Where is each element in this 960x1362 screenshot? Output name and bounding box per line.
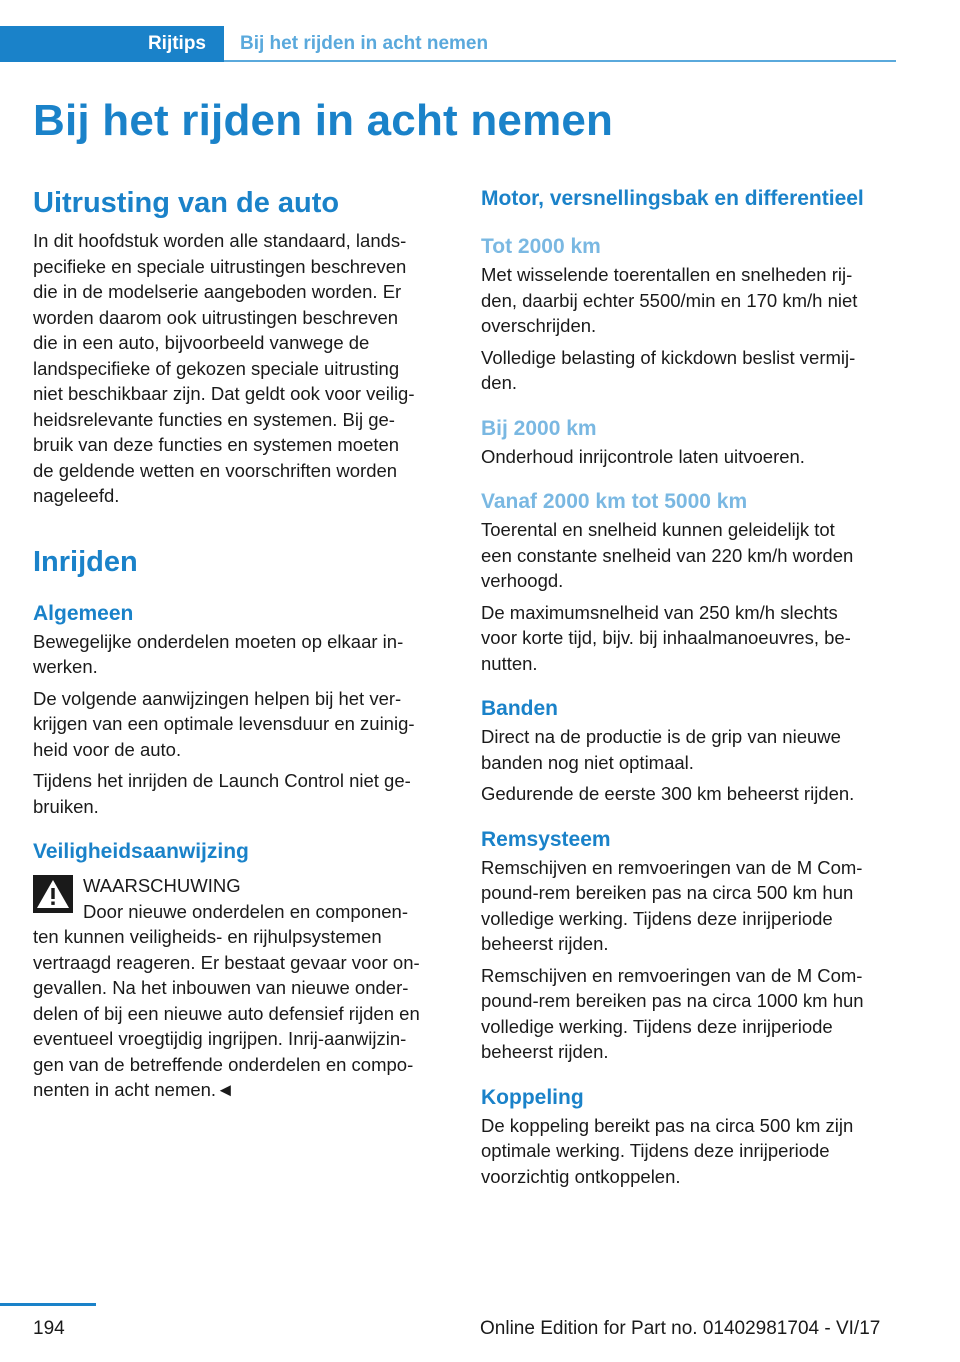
heading-vanaf-2000: Vanaf 2000 km tot 5000 km [481,490,748,513]
paragraph-banden-1: Direct na de productie is de grip van nieuwe banden nog niet optimaal. [481,726,841,773]
footer-divider [0,1303,96,1306]
left-column [33,184,453,1103]
edition-note: Online Edition for Part no. 01402981704 - VI/17 [480,1318,881,1339]
paragraph-bij-2000: Onderhoud inrijcontrole laten uitvoeren. [481,445,805,467]
heading-uitrusting: Uitrusting van de auto [33,187,340,219]
paragraph-tot-2000-1: Met wisselende toerentallen en snelheden rij- den, daarbij echter 5500/min en 170 km/h niet overschrijden. [481,264,858,336]
paragraph-vanaf-2000-1: Toerental en snelheid kunnen geleidelijk tot een constante snelheid van 220 km/h worden verhoogd. [481,519,854,591]
heading-banden: Banden [481,697,559,720]
warning-first-line: Door nieuwe onderdelen en componen- [83,900,408,922]
paragraph-algemeen-1: Bewegelijke onderdelen moeten op elkaar in- werken. [33,630,404,677]
paragraph-tot-2000-2: Volledige belasting of kickdown beslist vermij- den. [481,346,856,393]
paragraph-remsysteem-1: Remschijven en remvoeringen van de M Com- pound-rem bereiken pas na circa 500 km hun volledige werking. Tijdens deze inrijperiode beheerst rijden. [481,856,863,954]
warning-label: WAARSCHUWING [83,875,241,896]
heading-bij-2000: Bij 2000 km [481,416,597,440]
heading-remsysteem: Remsysteem [481,827,611,851]
header-chapter-label: Bij het rijden in acht nemen [240,33,489,54]
paragraph-vanaf-2000-2: De maximumsnelheid van 250 km/h slechts voor korte tijd, bijv. bij inhaalmanoeuvres, be- nutten. [481,601,851,674]
paragraph-koppeling: De koppeling bereikt pas na circa 500 km zijn optimale werking. Tijdens deze inrijperiode voorzichtig ontkoppelen. [481,1114,854,1187]
header-divider [224,60,896,62]
heading-tot-2000: Tot 2000 km [481,235,601,258]
paragraph-remsysteem-2: Remschijven en remvoeringen van de M Com- pound-rem bereiken pas na circa 1000 km hun volledige werking. Tijdens deze inrijperiode beheerst rijden. [481,964,864,1062]
page-number: 194 [33,1318,65,1339]
heading-veiligheidsaanwijzing: Veiligheidsaanwijzing [33,840,249,863]
heading-motor: Motor, versnellingsbak en differentieel [481,187,864,210]
warning-text: ten kunnen veiligheids- en rijhulpsystemen vertraagd reageren. Er bestaat gevaar voor on- gevallen. Na het inbouwen van nieuwe onder- delen of bij een nieuwe auto defensief rijden en eventueel vroegtijdig ingrijpen. Inrij-aanwijzin- gen van de betreffende onderdelen en compo- nenten in acht nemen.◄ [33,926,420,1100]
paragraph-uitrusting: In dit hoofdstuk worden alle standaard, lands- pecifieke en speciale uitrustingen beschreven die in de modelserie aangeboden worden. Er worden daarom ook uitrustingen beschreven die in een auto, bijvoorbeeld vanwege de landspecifieke of gekozen speciale uitrusting niet beschikbaar zijn. Dat geldt ook voor veilig- heidsrelevante functies en systemen. Bij ge- bruik van deze functies en systemen moeten de geldende wetten en voorschriften worden nageleefd. [33,230,415,506]
heading-inrijden: Inrijden [33,545,138,578]
header-section-label: Rijtips [147,33,206,54]
warning-block [33,873,453,1103]
heading-algemeen: Algemeen [33,601,134,625]
right-column [481,184,901,1189]
page-header [0,0,960,62]
paragraph-algemeen-3: Tijdens het inrijden de Launch Control niet ge- bruiken. [33,770,411,817]
paragraph-algemeen-2: De volgende aanwijzingen helpen bij het ver- krijgen van een optimale levensduur en zuinig- heid voor de auto. [33,687,415,760]
heading-koppeling: Koppeling [481,1085,584,1109]
page-title: Bij het rijden in acht nemen [33,96,614,145]
warning-triangle-icon [33,875,73,913]
paragraph-banden-2: Gedurende de eerste 300 km beheerst rijden. [481,783,855,804]
